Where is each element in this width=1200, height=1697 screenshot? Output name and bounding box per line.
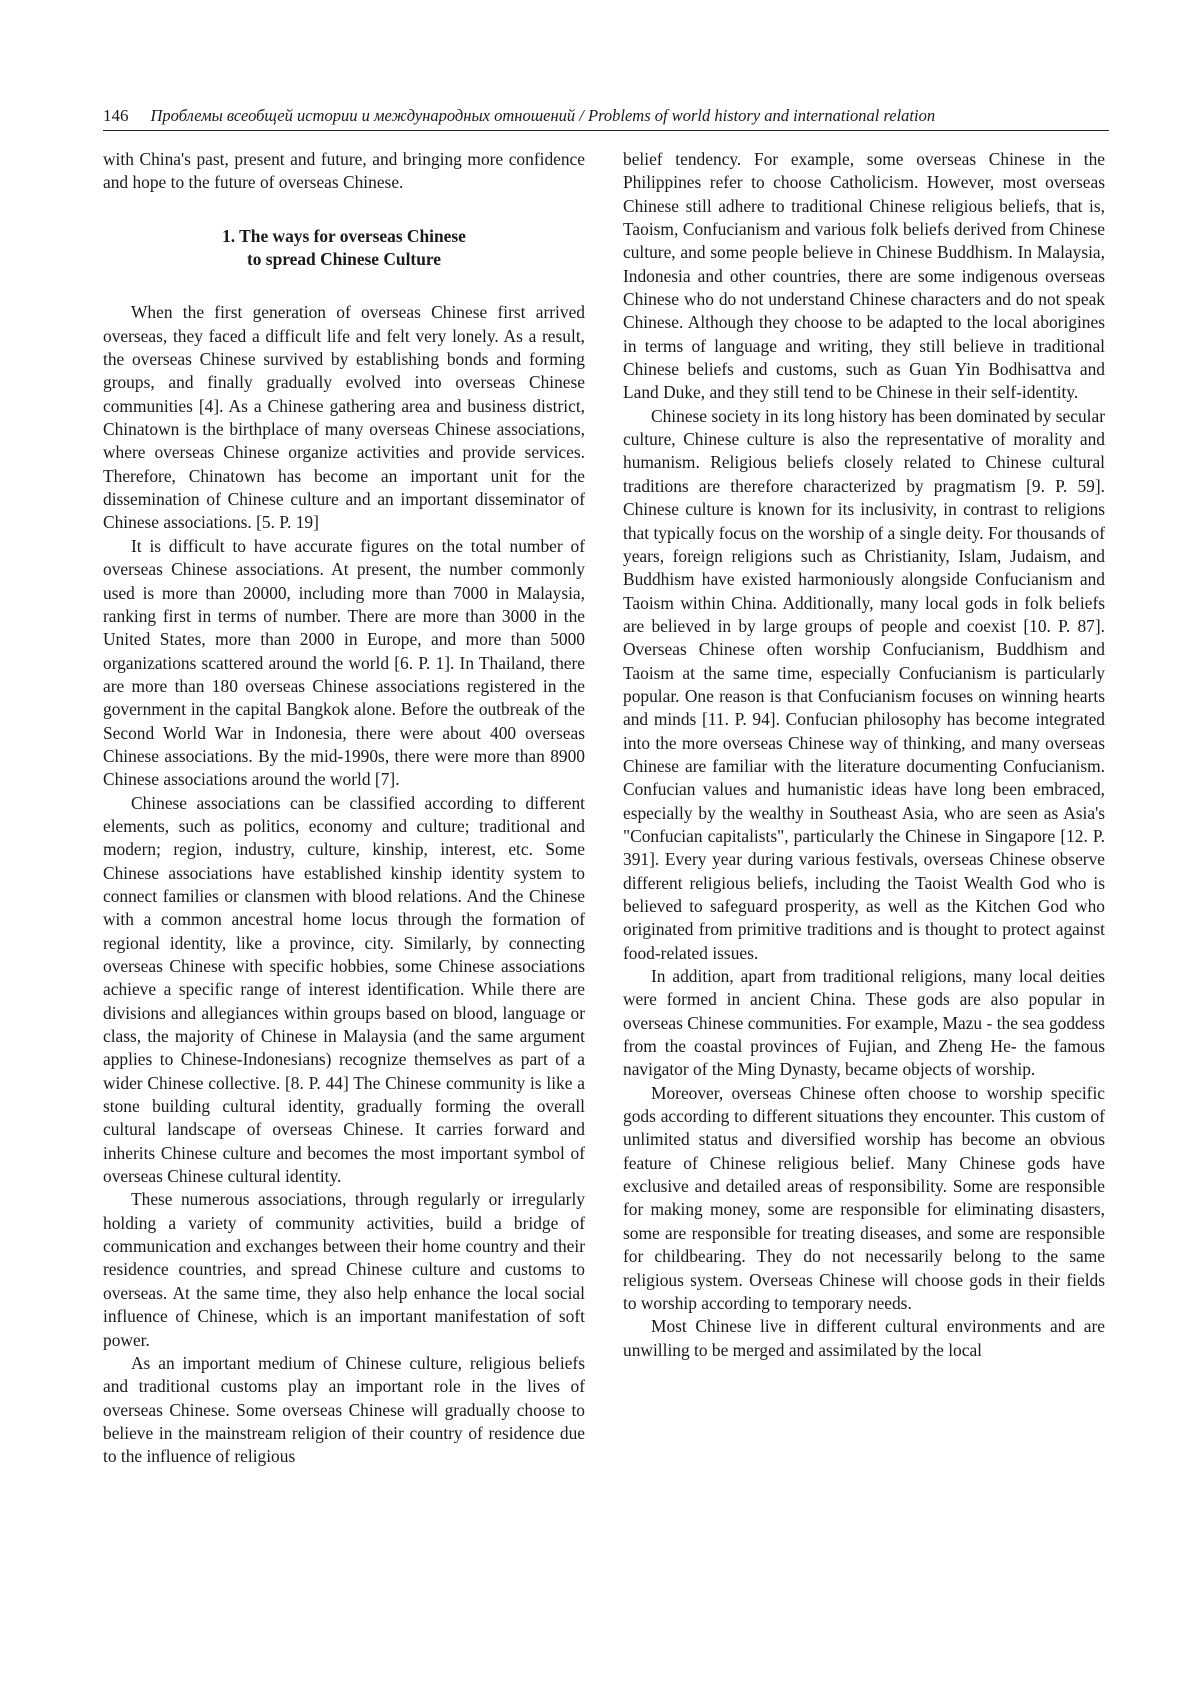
body-paragraph: These numerous associations, through regularly or irregularly holding a variety of community activities, build a bridge of communication and exchanges between their home country and their residence countries, and spread Chinese culture and customs to overseas. At the same time, they also help enhance the local social influence of Chinese, which is an important manifestation of soft power. xyxy=(103,1189,585,1350)
intro-continuation-paragraph: with China's past, present and future, and bringing more confidence and hope to the future of overseas Chinese. xyxy=(103,149,585,193)
right-column xyxy=(623,148,1105,1362)
continuation-paragraph: belief tendency. For example, some overseas Chinese in the Philippines refer to choose Catholicism. However, most overseas Chinese still adhere to traditional Chinese religious beliefs, that is, Taoism, Confucianism and various folk beliefs derived from Chinese culture, and some people believe in Chinese Buddhism. In Malaysia, Indonesia and other countries, there are some indigenous overseas Chinese who do not understand Chinese characters and do not speak Chinese. Although they choose to be adapted to the local aborigines in terms of language and writing, they still believe in traditional Chinese beliefs and customs, such as Guan Yin Bodhisattva and Land Duke, and they still tend to be Chinese in their self-identity. xyxy=(623,149,1105,403)
body-paragraph: Most Chinese live in different cultural environments and are unwilling to be merged and assimilated by the local xyxy=(623,1316,1105,1360)
section-heading-line-2: to spread Chinese Culture xyxy=(246,249,442,270)
body-paragraph: In addition, apart from traditional religions, many local deities were formed in ancient China. These gods are also popular in overseas Chinese communities. For example, Mazu - the sea goddess from the coastal provinces of Fujian, and Zheng He- the famous navigator of the Ming Dynasty, became objects of worship. xyxy=(623,966,1105,1080)
section-heading xyxy=(103,225,585,272)
body-paragraph: Moreover, overseas Chinese often choose to worship specific gods according to different situations they encounter. This custom of unlimited status and diversified worship has become an obvious feature of Chinese religious belief. Many Chinese gods have exclusive and detailed areas of responsibility. Some are responsible for making money, some are responsible for eliminating disasters, some are responsible for treating diseases, and some are responsible for childbearing. They do not necessarily belong to the same religious system. Overseas Chinese will choose gods in their fields to worship according to temporary needs. xyxy=(623,1082,1105,1313)
left-column xyxy=(103,148,585,1469)
body-paragraph: It is difficult to have accurate figures on the total number of overseas Chinese associations. At present, the number commonly used is more than 20000, including more than 7000 in Malaysia, ranking first in terms of number. There are more than 3000 in the United States, more than 2000 in Europe, and more than 5000 organizations scattered around the world [6. P. 1]. In Thailand, there are more than 180 overseas Chinese associations registered in the government in the capital Bangkok alone. Before the outbreak of the Second World War in Indonesia, there were about 400 overseas Chinese associations. By the mid-1990s, there were more than 8900 Chinese associations around the world [7]. xyxy=(103,535,585,790)
journal-title: Проблемы всеобщей истории и международных отношений / Problems of world history and international relation xyxy=(150,106,936,125)
body-paragraph: Chinese society in its long history has been dominated by secular culture, Chinese culture is also the representative of morality and humanism. Religious beliefs closely related to Chinese cultural traditions are therefore characterized by pragmatism [9. P. 59]. Chinese culture is known for its inclusivity, in contrast to religions that typically focus on the worship of a single deity. For thousands of years, foreign religions such as Christianity, Islam, Judaism, and Buddhism have existed harmoniously alongside Confucianism and Taoism within China. Additionally, many local gods in folk beliefs are believed in by large groups of people and coexist [10. P. 87]. Overseas Chinese often worship Confucianism, Buddhism and Taoism at the same time, especially Confucianism is particularly popular. One reason is that Confucianism focuses on winning hearts and minds [11. P. 94]. Confucian philosophy has become integrated into the more overseas Chinese way of thinking, and many overseas Chinese are familiar with the literature documenting Confucianism. Confucian values and humanistic ideas have long been embraced, especially by the wealthy in Southeast Asia, who are seen as Asia's "Confucian capitalists", particularly the Chinese in Singapore [12. P. 391]. Every year during various festivals, overseas Chinese observe different religious beliefs, including the Taoist Wealth God who is believed to safeguard prosperity, as well as the Kitchen God who originated from primitive traditions and is thought to protect against food-related issues. xyxy=(623,405,1105,963)
body-paragraph: As an important medium of Chinese culture, religious beliefs and traditional customs play an important role in the lives of overseas Chinese. Some overseas Chinese will gradually choose to believe in the mainstream religion of their country of residence due to the influence of religious xyxy=(103,1352,585,1467)
body-paragraph: Chinese associations can be classified according to different elements, such as politics, economy and culture; traditional and modern; region, industry, culture, kinship, interest, etc. Some Chinese associations have established kinship identity system to connect families or clansmen with blood relations. And the Chinese with a common ancestral home locus through the formation of regional identity, like a province, city. Similarly, by connecting overseas Chinese with specific hobbies, some Chinese associations achieve a specific range of interest identification. While there are divisions and allegiances within groups based on blood, language or class, the majority of Chinese in Malaysia (and the same argument applies to Chinese-Indonesians) recognize themselves as part of a wider Chinese collective. [8. P. 44] The Chinese community is like a stone building cultural identity, gradually forming the overall cultural landscape of overseas Chinese. It carries forward and inherits Chinese culture and becomes the most important symbol of overseas Chinese cultural identity. xyxy=(103,792,585,1187)
page-number: 146 xyxy=(103,106,129,125)
body-paragraph: When the first generation of overseas Chinese first arrived overseas, they faced a difficult life and felt very lonely. As a result, the overseas Chinese survived by establishing bonds and forming groups, and finally gradually evolved into overseas Chinese communities [4]. As a Chinese gathering area and business district, Chinatown is the birthplace of many overseas Chinese associations, where overseas Chinese organize activities and provide services. Therefore, Chinatown has become an important unit for the dissemination of Chinese culture and an important disseminator of Chinese associations. [5. P. 19] xyxy=(103,302,585,533)
section-heading-line-1: 1. The ways for overseas Chinese xyxy=(222,225,466,246)
running-header xyxy=(103,104,1109,131)
